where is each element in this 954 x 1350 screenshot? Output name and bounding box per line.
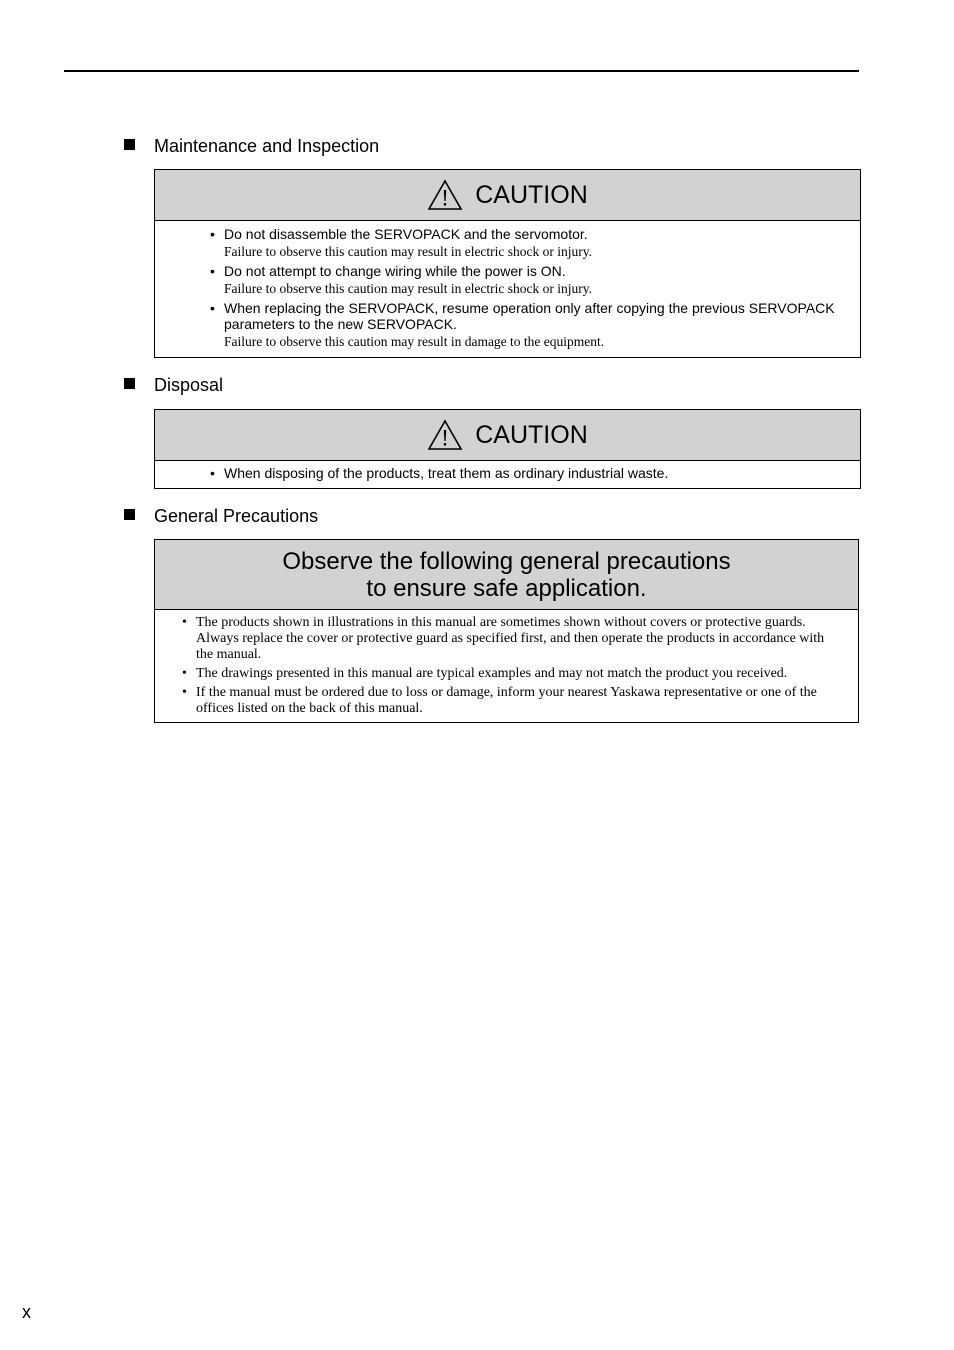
list-item: [210, 465, 852, 481]
section-heading-disposal: [124, 374, 223, 396]
list-item: [210, 300, 852, 350]
black-square-icon: [124, 139, 135, 150]
section-heading-text: Disposal: [154, 375, 224, 395]
bullet: •: [210, 226, 215, 242]
precautions-list: [155, 610, 858, 717]
section-heading-text: Maintenance and Inspection: [154, 136, 380, 156]
precautions-title-line1: Observe the following general precautions: [282, 547, 731, 575]
section-heading-general: [124, 505, 318, 527]
item-text: When replacing the SERVOPACK, resume operation only after copying the previous SERVOPACK parameters to the new SERVOPACK.: [224, 300, 835, 332]
item-note: Failure to observe this caution may result in electric shock or injury.: [224, 244, 593, 259]
caution-header: [155, 170, 860, 221]
black-square-icon: [124, 509, 135, 520]
item-text: Do not disassemble the SERVOPACK and the servomotor.: [224, 226, 588, 242]
precautions-title-line2: to ensure safe application.: [366, 574, 647, 602]
caution-header: [155, 410, 860, 461]
list-item: [210, 263, 852, 297]
caution-box-maintenance: [154, 169, 861, 358]
warning-triangle-icon: [427, 419, 463, 451]
list-item: [182, 615, 844, 663]
item-note: Failure to observe this caution may result in damage to the equipment.: [224, 334, 605, 349]
bullet: •: [182, 615, 187, 630]
list-item: [182, 685, 844, 717]
item-text: The products shown in illustrations in this manual are sometimes shown without covers or protective guards. Always replace the cover or protective guard as specified first, and then operate the products in accordance with the manual.: [196, 615, 825, 662]
item-note: Failure to observe this caution may result in electric shock or injury.: [224, 281, 593, 296]
list-item: [182, 666, 844, 682]
item-text: Do not attempt to change wiring while the power is ON.: [224, 263, 566, 279]
bullet: •: [210, 300, 215, 316]
bullet: •: [210, 263, 215, 279]
warning-triangle-icon: [427, 179, 463, 211]
black-square-icon: [124, 378, 135, 389]
bullet: •: [182, 685, 187, 700]
list-item: [210, 226, 852, 260]
bullet: •: [210, 465, 215, 481]
precautions-header: [155, 540, 858, 610]
caution-label: CAUTION: [475, 421, 588, 449]
header-rule: [64, 70, 859, 72]
caution-label: CAUTION: [475, 181, 588, 209]
item-text: When disposing of the products, treat them as ordinary industrial waste.: [224, 465, 669, 481]
item-text: The drawings presented in this manual are typical examples and may not match the product you received.: [196, 666, 788, 681]
page-number: x: [22, 1302, 31, 1322]
section-heading-text: General Precautions: [154, 506, 319, 526]
bullet: •: [182, 666, 187, 681]
item-text: If the manual must be ordered due to loss or damage, inform your nearest Yaskawa representative or one of the offices listed on the back of this manual.: [196, 685, 817, 716]
caution-list: [155, 221, 860, 350]
caution-list: [155, 461, 860, 481]
caution-box-disposal: [154, 409, 861, 489]
precautions-box-general: [154, 539, 859, 723]
section-heading-maintenance: [124, 135, 379, 157]
